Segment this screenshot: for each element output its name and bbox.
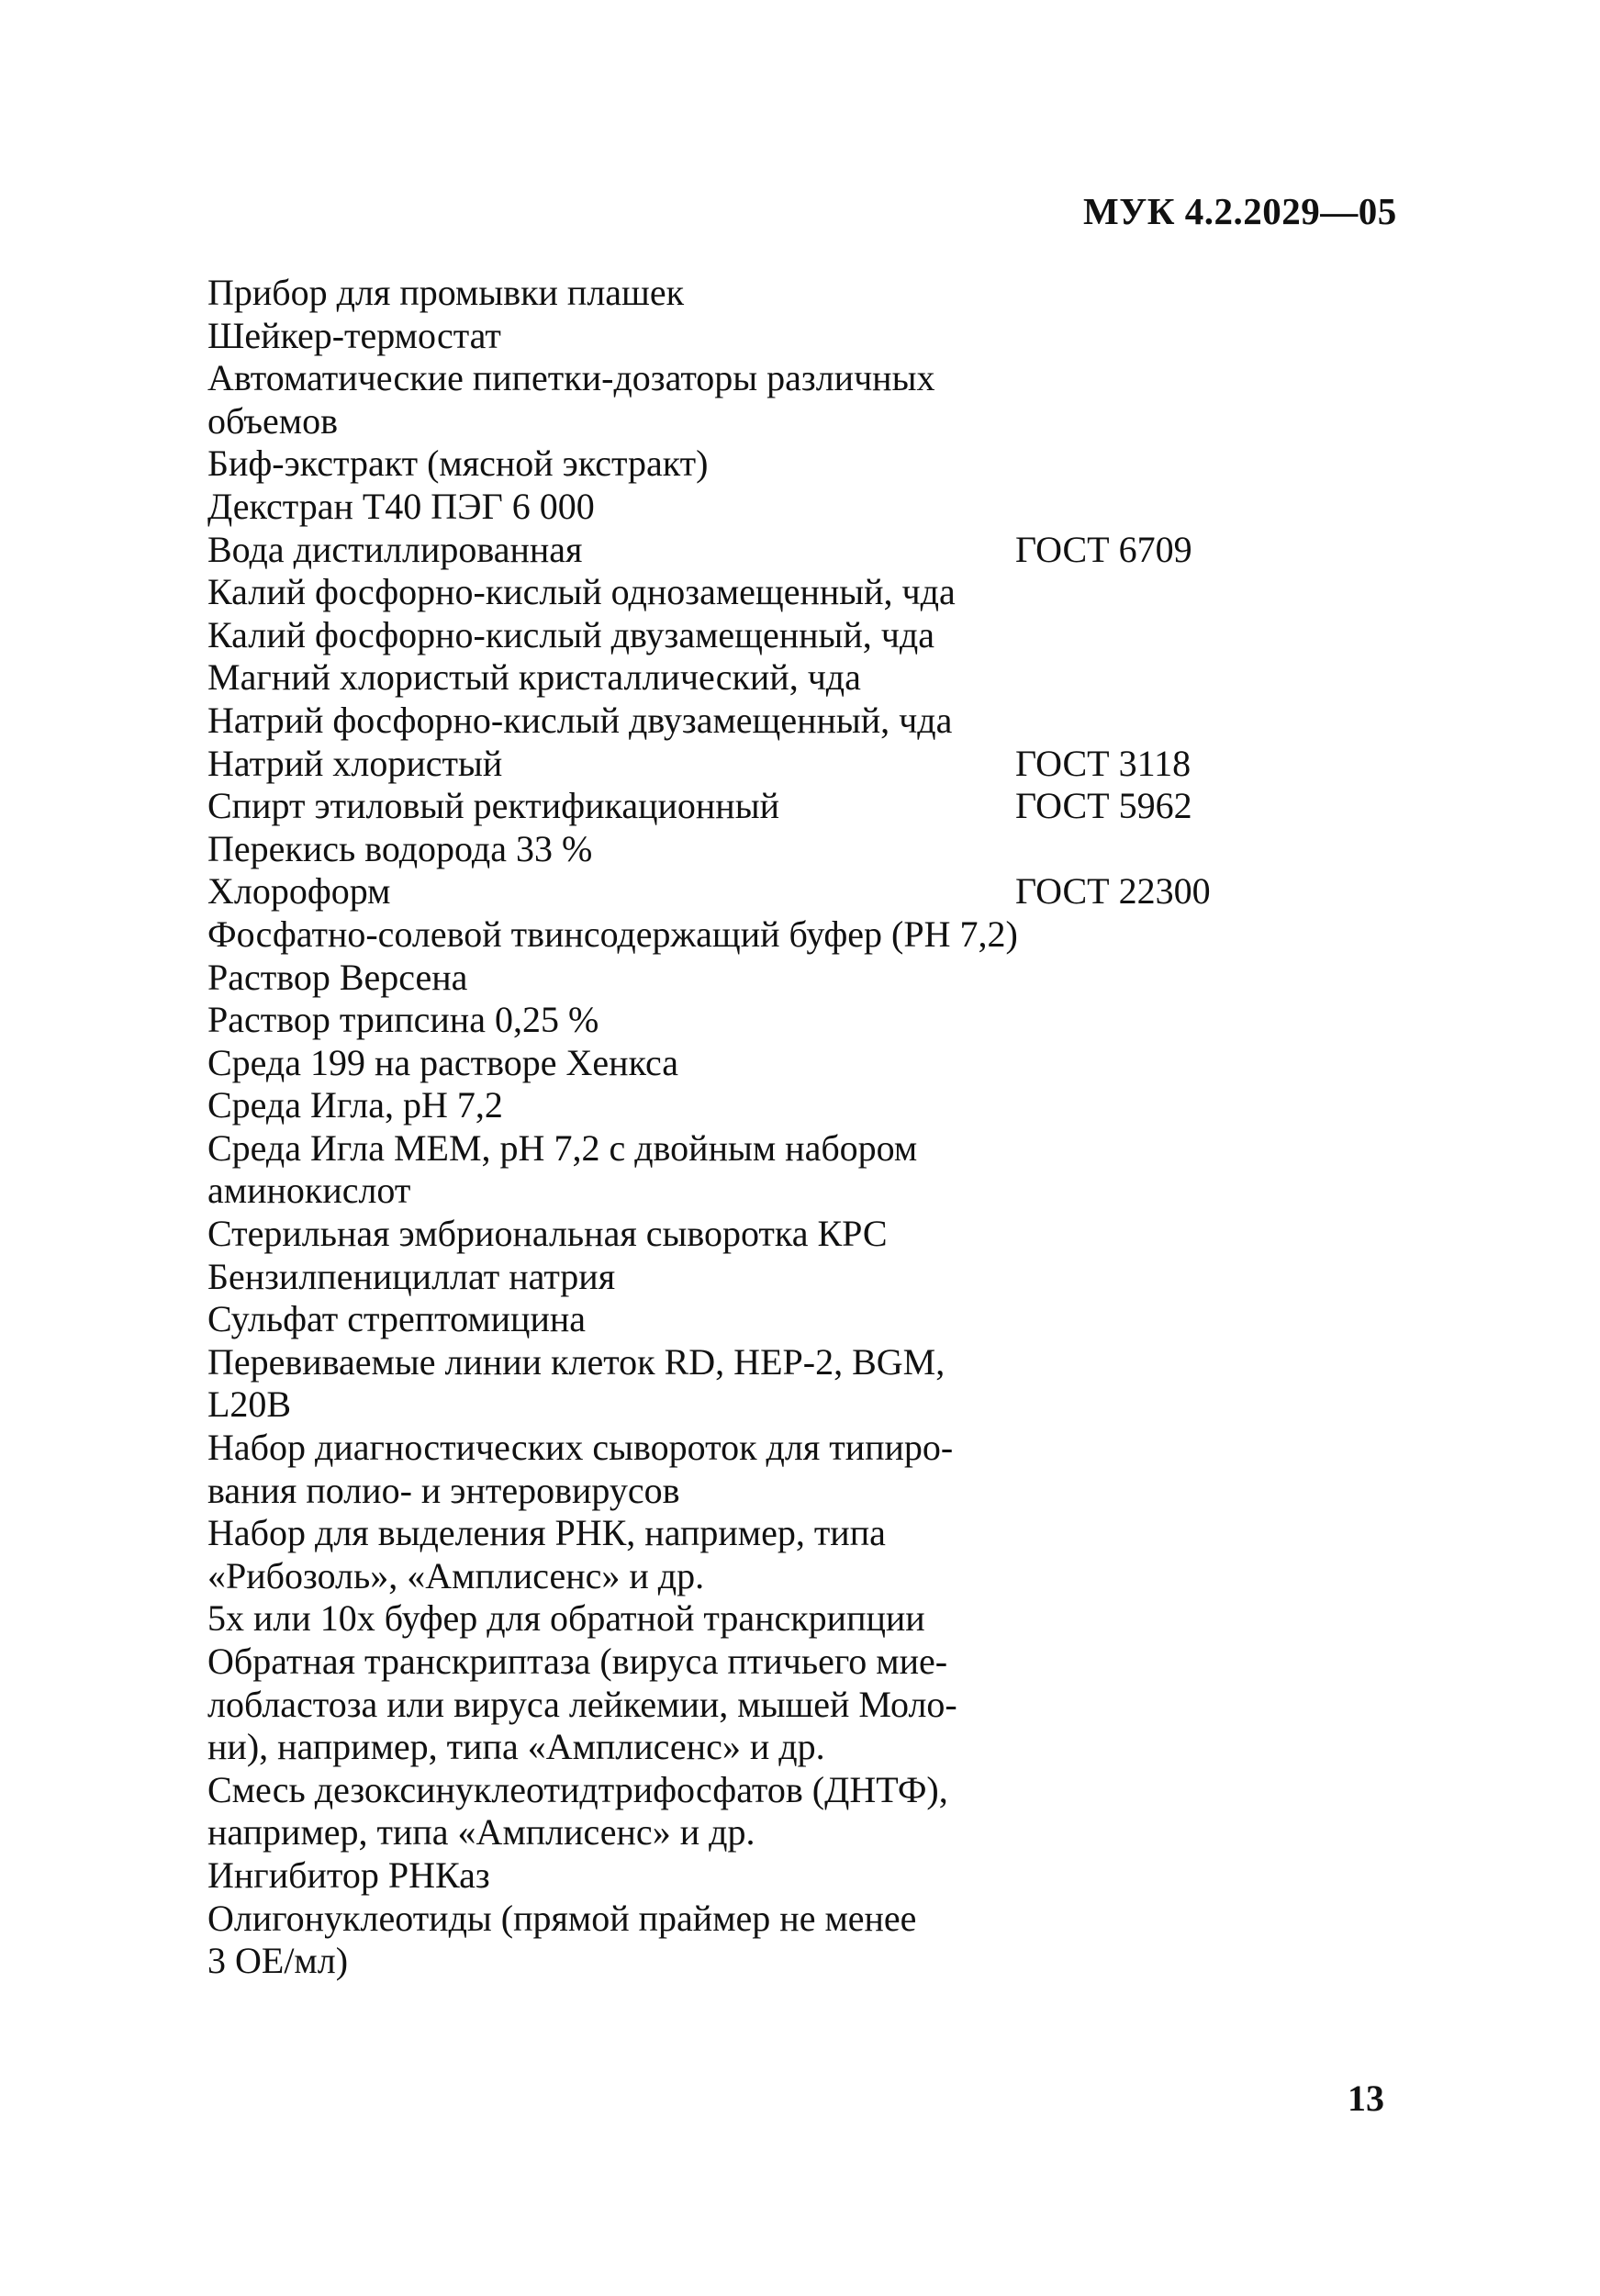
list-item <box>207 1213 1309 1256</box>
list-item <box>207 357 1309 400</box>
list-item-text: Натрий хлористый <box>207 742 503 784</box>
list-item <box>207 913 1309 957</box>
list-item <box>207 743 1309 786</box>
list-item <box>207 400 1309 443</box>
list-item <box>207 1597 1309 1641</box>
list-item <box>207 1811 1309 1854</box>
list-item-text: Среда 199 на растворе Хенкса <box>207 1041 679 1083</box>
list-item <box>207 1854 1309 1898</box>
list-item <box>207 828 1309 871</box>
list-item <box>207 785 1309 828</box>
list-item-text: Обратная транскриптаза (вируса птичьего мие- <box>207 1641 948 1682</box>
materials-list <box>207 272 1309 1983</box>
list-item-text: например, типа «Амплисенс» и др. <box>207 1811 755 1854</box>
list-item <box>207 1170 1309 1213</box>
list-item <box>207 1256 1309 1299</box>
list-item-text: Бензилпенициллат натрия <box>207 1255 616 1297</box>
list-item-text: Спирт этиловый ректификационный <box>207 785 779 827</box>
list-item-text: 5х или 10х буфер для обратной транскрипции <box>207 1597 925 1640</box>
list-item-text: L20B <box>207 1383 292 1426</box>
list-item <box>207 1427 1309 1470</box>
list-item-standard: ГОСТ 22300 <box>1015 870 1211 913</box>
list-item <box>207 1940 1309 1983</box>
list-item <box>207 442 1309 486</box>
list-item <box>207 1298 1309 1341</box>
list-item-text: Смесь дезоксинуклеотидтрифосфатов (ДНТФ), <box>207 1768 948 1810</box>
list-item-text: Декстран Т40 ПЭГ 6 000 <box>207 485 595 527</box>
list-item <box>207 529 1309 572</box>
list-item <box>207 1383 1309 1427</box>
list-item-text: Биф-экстракт (мясной экстракт) <box>207 442 709 485</box>
list-item <box>207 1684 1309 1727</box>
list-item-text: Калий фосфорно-кислый однозамещенный, чда <box>207 571 956 613</box>
list-item-text: Автоматические пипетки-дозаторы различных <box>207 357 935 399</box>
list-item-text: Ингибитор РНКаз <box>207 1854 490 1896</box>
list-item <box>207 1042 1309 1085</box>
list-item-text: Перевиваемые линии клеток RD, НЕР-2, BGM, <box>207 1340 945 1383</box>
list-item-text: Магний хлористый кристаллический, чда <box>207 656 861 699</box>
list-item-text: объемов <box>207 399 338 442</box>
list-item <box>207 1726 1309 1769</box>
list-item-text: Фосфатно-солевой твинсодержащий буфер (РН 7,2) <box>207 913 1018 955</box>
list-item-text: Раствор Версена <box>207 956 468 998</box>
list-item-text: Среда Игла, рН 7,2 <box>207 1084 503 1126</box>
list-item <box>207 486 1309 529</box>
list-item <box>207 957 1309 1000</box>
list-item-text: вания полио- и энтеровирусов <box>207 1469 680 1511</box>
list-item-text: Вода дистиллированная <box>207 528 583 570</box>
list-item-text: Раствор трипсина 0,25 % <box>207 999 599 1041</box>
list-item <box>207 1470 1309 1513</box>
list-item <box>207 1084 1309 1127</box>
list-item <box>207 614 1309 657</box>
list-item-text: Сульфат стрептомицина <box>207 1298 587 1340</box>
list-item-text: Перекись водорода 33 % <box>207 827 593 869</box>
list-item <box>207 870 1309 913</box>
list-item <box>207 1898 1309 1941</box>
list-item-text: Стерильная эмбриональная сыворотка КРС <box>207 1213 888 1255</box>
list-item-text: Натрий фосфорно-кислый двузамещенный, чда <box>207 699 953 741</box>
list-item <box>207 656 1309 700</box>
list-item-text: Калий фосфорно-кислый двузамещенный, чда <box>207 613 935 655</box>
document-code: МУК 4.2.2029—05 <box>1083 190 1397 232</box>
list-item <box>207 571 1309 614</box>
page-number: 13 <box>1348 2078 1384 2119</box>
list-item-text: 3 ОЕ/мл) <box>207 1940 349 1982</box>
list-item-standard: ГОСТ 3118 <box>1015 742 1192 784</box>
list-item-text: Набор диагностических сывороток для типиро- <box>207 1427 954 1469</box>
list-item-text: Шейкер-термостат <box>207 314 501 356</box>
list-item-text: Прибор для промывки плашек <box>207 272 685 313</box>
list-item <box>207 315 1309 358</box>
list-item <box>207 1555 1309 1598</box>
list-item-standard: ГОСТ 5962 <box>1015 785 1192 827</box>
list-item <box>207 1127 1309 1170</box>
list-item <box>207 272 1309 315</box>
list-item-text: ни), например, типа «Амплисенс» и др. <box>207 1726 825 1768</box>
list-item-standard: ГОСТ 6709 <box>1015 528 1192 570</box>
list-item-text: Олигонуклеотиды (прямой праймер не менее <box>207 1897 917 1939</box>
list-item-text: Хлороформ <box>207 870 391 913</box>
list-item-text: Набор для выделения РНК, например, типа <box>207 1512 886 1554</box>
list-item <box>207 1512 1309 1555</box>
list-item <box>207 700 1309 743</box>
list-item-text: «Рибозоль», «Амплисенс» и др. <box>207 1554 705 1596</box>
list-item <box>207 1769 1309 1812</box>
list-item-text: Среда Игла МЕМ, рН 7,2 с двойным набором <box>207 1126 918 1169</box>
list-item <box>207 999 1309 1042</box>
list-item <box>207 1641 1309 1684</box>
list-item <box>207 1341 1309 1384</box>
list-item-text: лобластоза или вируса лейкемии, мышей Моло- <box>207 1683 957 1725</box>
list-item-text: аминокислот <box>207 1170 411 1212</box>
